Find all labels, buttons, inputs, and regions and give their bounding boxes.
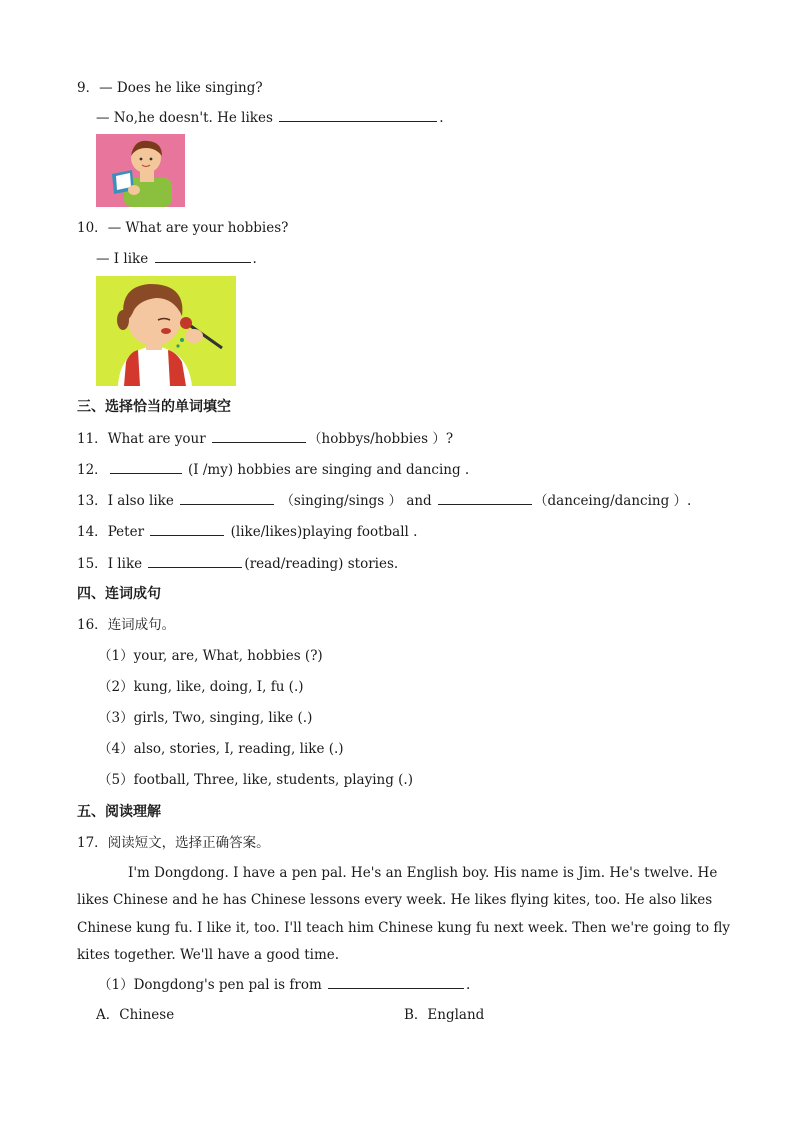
q9-question-line [77,79,263,97]
q14-suffix: (like/likes)playing football . [230,524,418,540]
q13-middle: （singing/sings ） and [280,493,432,509]
section-4-title: 四、连词成句 [77,586,161,602]
q13-number: 13． [77,493,108,509]
q17-sub1-prefix: （1）Dongdong's pen pal is from [98,977,322,993]
q9-answer-blank[interactable] [279,108,437,122]
q10-question: — What are your hobbies? [107,220,289,236]
q11-blank[interactable] [212,429,306,443]
q9-question: — Does he like singing? [99,80,263,96]
q10-answer-suffix: . [252,251,257,267]
q15-suffix: (read/reading) stories. [244,556,399,572]
q14-number: 14． [77,524,108,540]
q17-sub1-suffix: . [466,977,471,993]
q13-blank-2[interactable] [438,491,532,505]
option-a[interactable]: A．Chinese [96,1007,175,1023]
q10-question-line [77,219,288,237]
q11-prefix: What are your [107,431,206,447]
q12-suffix: (I /my) hobbies are singing and dancing . [187,462,470,478]
q16-item-5: （5）football, Three, like, students, playing (.) [98,772,413,788]
passage-line-4: kites together. We'll have a good time. [77,947,340,963]
q17-sub1-line [98,975,470,994]
option-b[interactable]: B．England [404,1007,485,1023]
q10-answer-blank[interactable] [155,249,251,263]
q11-number: 11． [77,431,108,447]
girl-singing-image [96,276,236,386]
q17-number: 17． [77,835,108,851]
q16-number: 16． [77,617,108,633]
q13-line [77,491,691,510]
q14-prefix: Peter [107,524,145,540]
q9-answer-suffix: . [439,110,444,126]
section-5-title: 五、阅读理解 [77,804,161,820]
q15-blank[interactable] [148,554,242,568]
q9-answer-prefix: — No,he doesn't. He likes [96,110,273,126]
boy-reading-image [96,134,185,207]
q17-line [77,834,270,852]
q12-number: 12． [77,462,108,478]
passage-line-2: likes Chinese and he has Chinese lessons every week. He likes flying kites, too. He also likes [77,892,713,908]
q10-number: 10． [77,220,108,236]
q16-instruction: 连词成句。 [107,617,176,633]
q16-item-1: （1）your, are, What, hobbies (?) [98,648,323,664]
q9-number: 9． [77,80,100,96]
section-3-title: 三、选择恰当的单词填空 [77,399,231,415]
q13-prefix: I also like [107,493,174,509]
q15-number: 15． [77,556,108,572]
q10-answer-prefix: — I like [96,251,149,267]
q15-line [77,554,398,573]
q16-line [77,616,175,634]
q12-line [77,460,469,479]
q11-line [77,429,453,448]
q16-item-3: （3）girls, Two, singing, like (.) [98,710,313,726]
q14-blank[interactable] [150,522,224,536]
q16-item-2: （2）kung, like, doing, I, fu (.) [98,679,304,695]
q14-line [77,522,417,541]
q13-suffix: （danceing/dancing ）. [534,493,692,509]
q17-sub1-blank[interactable] [328,975,464,989]
q17-instruction: 阅读短文，选择正确答案。 [107,835,270,851]
q9-answer-line [96,108,443,127]
q10-answer-line [96,249,257,268]
q15-prefix: I like [107,556,143,572]
q11-suffix: （hobbys/hobbies ）? [308,431,454,447]
q12-blank[interactable] [110,460,182,474]
passage-line-3: Chinese kung fu. I like it, too. I'll teach him Chinese kung fu next week. Then we're going to fly [77,920,731,936]
q13-blank-1[interactable] [180,491,274,505]
passage-line-1: I'm Dongdong. I have a pen pal. He's an English boy. His name is Jim. He's twelve. He [128,865,718,881]
q16-item-4: （4）also, stories, I, reading, like (.) [98,741,344,757]
